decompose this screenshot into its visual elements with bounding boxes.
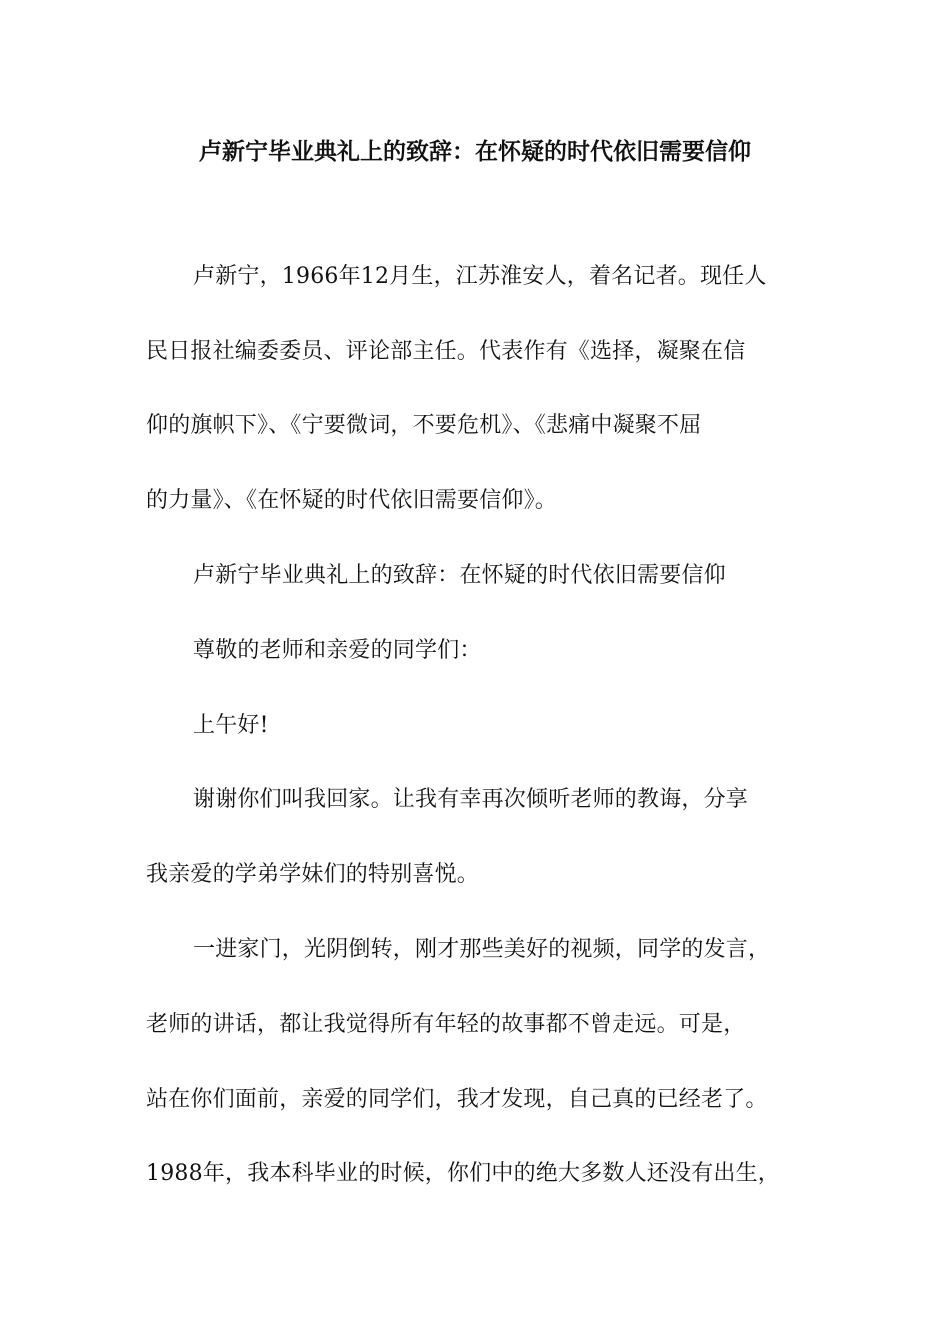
paragraph-line: 站在你们面前，亲爱的同学们，我才发现，自己真的已经老了。 xyxy=(146,1087,768,1112)
paragraph-line: 民日报社编委委员、评论部主任。代表作有《选择，凝聚在信 xyxy=(146,339,746,364)
salutation-line: 尊敬的老师和亲爱的同学们： xyxy=(193,638,482,663)
paragraph-line: 的力量》、《在怀疑的时代依旧需要信仰》。 xyxy=(146,488,558,513)
document-title: 卢新宁毕业典礼上的致辞：在怀疑的时代依旧需要信仰 xyxy=(199,138,751,165)
paragraph-line: 仰的旗帜下》、《宁要微词，不要危机》、《悲痛中凝聚不屈 xyxy=(146,413,702,438)
paragraph-line: 一进家门，光阴倒转，刚才那些美好的视频，同学的发言， xyxy=(193,937,771,962)
paragraph-line: 谢谢你们叫我回家。让我有幸再次倾听老师的教诲，分享 xyxy=(193,787,749,812)
greeting-line: 上午好! xyxy=(193,713,269,738)
paragraph-line: 老师的讲话，都让我觉得所有年轻的故事都不曾走远。可是， xyxy=(146,1012,746,1037)
paragraph-line: 1988年，我本科毕业的时候，你们中的绝大多数人还没有出生， xyxy=(146,1161,780,1186)
paragraph-line: 卢新宁，1966年12月生，江苏淮安人，着名记者。现任人 xyxy=(193,264,767,289)
paragraph-line: 卢新宁毕业典礼上的致辞：在怀疑的时代依旧需要信仰 xyxy=(193,563,726,588)
paragraph-line: 我亲爱的学弟学妹们的特别喜悦。 xyxy=(146,862,480,887)
